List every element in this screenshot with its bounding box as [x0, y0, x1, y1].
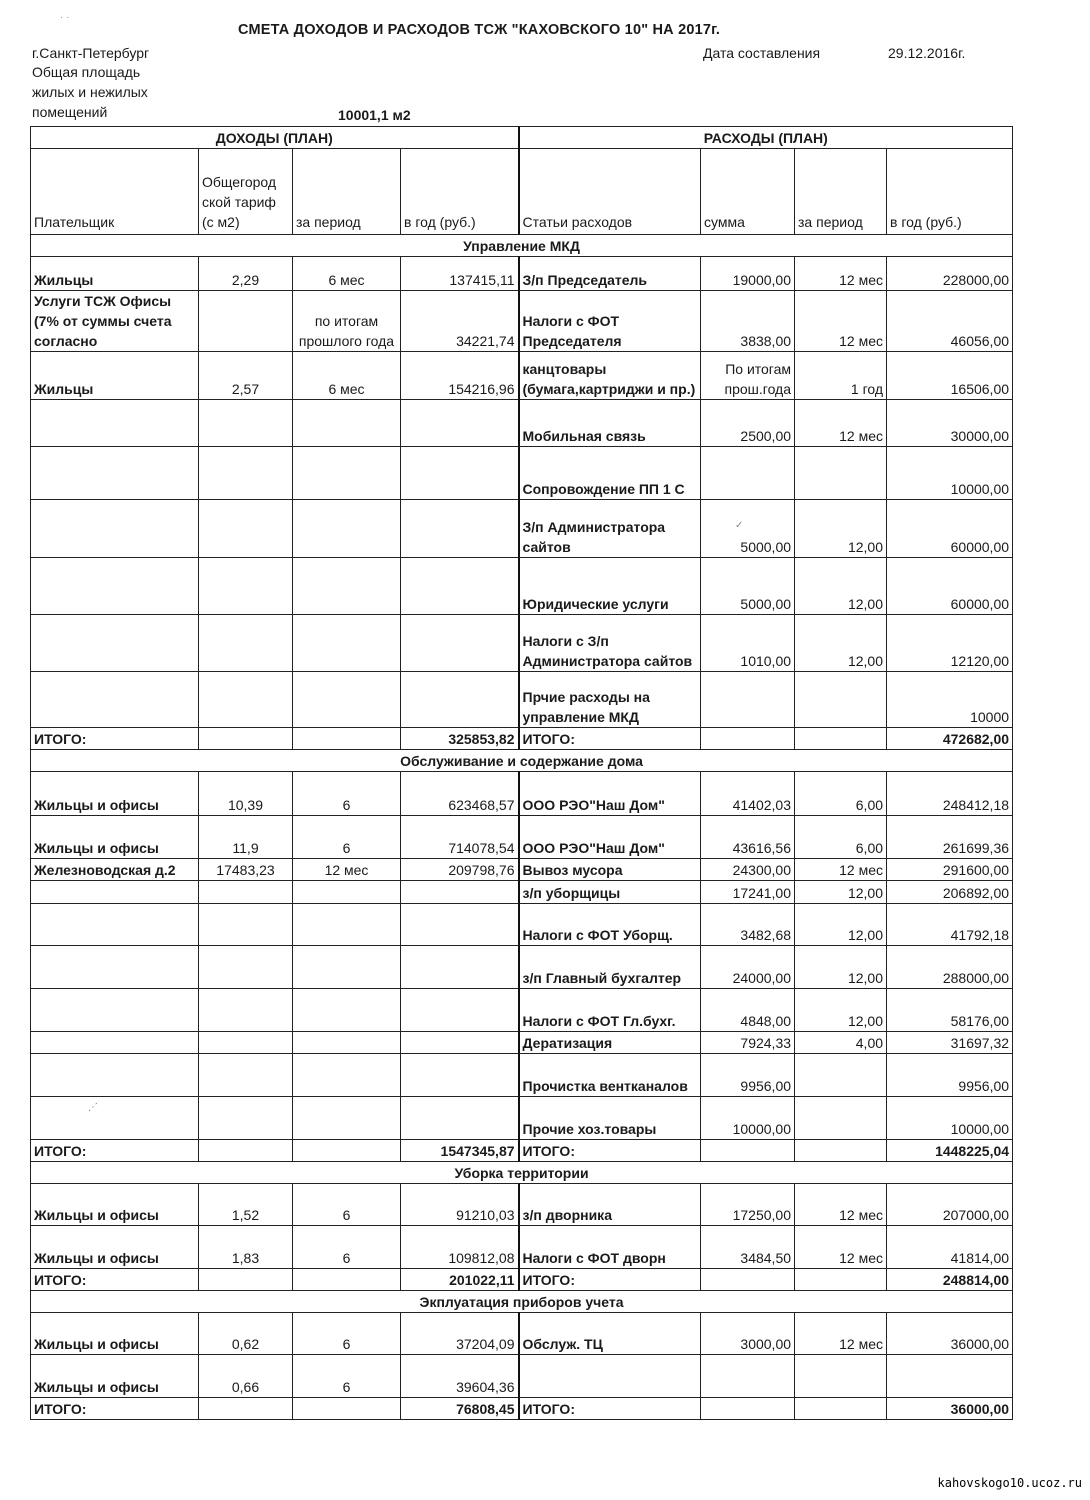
income-payer: Жильцы и офисы: [31, 1313, 199, 1355]
expense-period: 12,00: [795, 558, 887, 615]
income-tariff: 2,57: [199, 352, 293, 400]
income-payer: [31, 881, 199, 904]
table-row: [31, 881, 1013, 904]
income-payer: [31, 500, 199, 558]
col-exp-period: за период: [795, 149, 887, 235]
col-tariff: Общегород ской тариф (с м2): [199, 149, 293, 235]
expense-sum: 5000,00: [701, 500, 795, 558]
city: г.Санкт-Петербург: [32, 45, 150, 61]
total-row: [31, 1140, 1013, 1162]
expense-sum: 10000,00: [701, 1097, 795, 1140]
table-row: [31, 447, 1013, 500]
income-period: [293, 500, 401, 558]
income-period: [293, 447, 401, 500]
income-period: 6: [293, 1226, 401, 1269]
income-period: 6 мес: [293, 352, 401, 400]
section-title: Экплуатация приборов учета: [31, 1291, 1013, 1313]
expense-period: [795, 672, 887, 728]
table-row: [31, 989, 1013, 1032]
income-tariff: 10,39: [199, 772, 293, 816]
income-tariff: [199, 904, 293, 946]
income-payer: Жильцы и офисы: [31, 1355, 199, 1398]
expense-total-label: ИТОГО:: [519, 1269, 701, 1291]
col-exp-per-year: в год (руб.): [887, 149, 1013, 235]
expense-per-year: 31697,32: [887, 1032, 1013, 1054]
empty-cell: [701, 1398, 795, 1420]
income-tariff: [199, 291, 293, 352]
income-per-year: [401, 558, 519, 615]
income-period: [293, 881, 401, 904]
income-period: [293, 946, 401, 989]
expense-item: Вывоз мусора: [519, 859, 701, 881]
income-per-year: [401, 1097, 519, 1140]
income-tariff: [199, 1032, 293, 1054]
expense-per-year: 41814,00: [887, 1226, 1013, 1269]
expense-per-year: 46056,00: [887, 291, 1013, 352]
income-total: 1547345,87: [401, 1140, 519, 1162]
expense-item: Налоги с ФОТ Гл.бухг.: [519, 989, 701, 1032]
expense-sum: 24000,00: [701, 946, 795, 989]
income-per-year: [401, 672, 519, 728]
income-total-label: ИТОГО:: [31, 1398, 199, 1420]
income-payer: Услуги ТСЖ Офисы (7% от суммы счета согласно: [31, 291, 199, 352]
expense-sum: 9956,00: [701, 1054, 795, 1097]
expense-per-year: 41792,18: [887, 904, 1013, 946]
table-row: [31, 1054, 1013, 1097]
income-per-year: [401, 615, 519, 672]
expense-item: [519, 1355, 701, 1398]
section-header: [31, 235, 1013, 257]
income-tariff: 17483,23: [199, 859, 293, 881]
income-per-year: [401, 904, 519, 946]
expense-sum: [701, 672, 795, 728]
section-title: Уборка территории: [31, 1162, 1013, 1184]
income-tariff: [199, 989, 293, 1032]
income-per-year: [401, 881, 519, 904]
expense-period: 12,00: [795, 615, 887, 672]
empty-cell: [199, 1398, 293, 1420]
section-header: [31, 1162, 1013, 1184]
income-total-label: ИТОГО:: [31, 1269, 199, 1291]
expense-sum: 19000,00: [701, 257, 795, 291]
watermark: kahovskogo10.ucoz.ru: [937, 1476, 1082, 1490]
table-row: [31, 615, 1013, 672]
income-title: ДОХОДЫ (ПЛАН): [31, 127, 519, 149]
empty-cell: [293, 728, 401, 750]
income-per-year: 34221,74: [401, 291, 519, 352]
expense-per-year: 207000,00: [887, 1184, 1013, 1226]
income-period: [293, 615, 401, 672]
income-total-label: ИТОГО:: [31, 1140, 199, 1162]
expense-sum: 3482,68: [701, 904, 795, 946]
expense-per-year: 206892,00: [887, 881, 1013, 904]
col-expense-item: Статьи расходов: [519, 149, 701, 235]
expense-item: Прчие расходы на управление МКД: [519, 672, 701, 728]
expense-per-year: 60000,00: [887, 558, 1013, 615]
income-payer: [31, 904, 199, 946]
budget-table: [30, 126, 1013, 1420]
empty-cell: [293, 1140, 401, 1162]
table-row: [31, 558, 1013, 615]
empty-cell: [701, 728, 795, 750]
income-payer: [31, 447, 199, 500]
expense-sum: 3838,00: [701, 291, 795, 352]
expense-item: Дератизация: [519, 1032, 701, 1054]
income-per-year: [401, 946, 519, 989]
expense-per-year: 36000,00: [887, 1313, 1013, 1355]
empty-cell: [701, 1140, 795, 1162]
expense-total-label: ИТОГО:: [519, 1140, 701, 1162]
table-row: [31, 1226, 1013, 1269]
income-payer: [31, 400, 199, 447]
total-row: [31, 728, 1013, 750]
table-row: [31, 291, 1013, 352]
income-tariff: [199, 558, 293, 615]
income-payer: Жильцы и офисы: [31, 1184, 199, 1226]
expense-per-year: [887, 1355, 1013, 1398]
date-value: 29.12.2016г.: [888, 45, 966, 61]
expense-period: 12 мес: [795, 859, 887, 881]
expense-sum: 5000,00: [701, 558, 795, 615]
table-row: [31, 1032, 1013, 1054]
date-label: Дата составления: [703, 45, 821, 61]
income-period: 6: [293, 1184, 401, 1226]
expense-period: 12 мес: [795, 1313, 887, 1355]
table-row: [31, 672, 1013, 728]
expense-period: 12,00: [795, 881, 887, 904]
expense-per-year: 248412,18: [887, 772, 1013, 816]
section-title: Управление МКД: [31, 235, 1013, 257]
area-value: 10001,1 м2: [338, 107, 411, 123]
income-total: 76808,45: [401, 1398, 519, 1420]
empty-cell: [199, 1269, 293, 1291]
expense-total-label: ИТОГО:: [519, 1398, 701, 1420]
expense-sum: [701, 447, 795, 500]
expense-item: з/п уборщицы: [519, 881, 701, 904]
income-per-year: 137415,11: [401, 257, 519, 291]
expense-item: Мобильная связь: [519, 400, 701, 447]
empty-cell: [795, 1140, 887, 1162]
empty-cell: [199, 728, 293, 750]
expense-sum: 41402,03: [701, 772, 795, 816]
income-period: [293, 1054, 401, 1097]
table-row: [31, 1313, 1013, 1355]
income-period: [293, 558, 401, 615]
expense-period: 12 мес: [795, 1184, 887, 1226]
income-period: [293, 400, 401, 447]
income-per-year: [401, 1032, 519, 1054]
income-total: 325853,82: [401, 728, 519, 750]
table-row: [31, 904, 1013, 946]
table-row: [31, 859, 1013, 881]
expense-sum: По итогам прош.года: [701, 352, 795, 400]
income-per-year: [401, 447, 519, 500]
expense-sum: [701, 1355, 795, 1398]
expense-sum: 7924,33: [701, 1032, 795, 1054]
table-row: [31, 400, 1013, 447]
section-title: Обслуживание и содержание дома: [31, 750, 1013, 772]
expense-item: Обслуж. ТЦ: [519, 1313, 701, 1355]
expense-item: ООО РЭО"Наш Дом": [519, 772, 701, 816]
income-tariff: 1,52: [199, 1184, 293, 1226]
income-payer: [31, 1097, 199, 1140]
income-payer: [31, 615, 199, 672]
expense-item: Налоги с З/п Администратора сайтов: [519, 615, 701, 672]
expense-per-year: 288000,00: [887, 946, 1013, 989]
table-row: [31, 946, 1013, 989]
section-header: [31, 750, 1013, 772]
expense-sum: 2500,00: [701, 400, 795, 447]
area-label-1: Общая площадь: [32, 64, 141, 80]
expense-period: [795, 1054, 887, 1097]
table-row: [31, 257, 1013, 291]
expense-per-year: 9956,00: [887, 1054, 1013, 1097]
expense-sum: 17241,00: [701, 881, 795, 904]
expense-period: 12 мес: [795, 257, 887, 291]
table-row: [31, 816, 1013, 859]
income-tariff: [199, 400, 293, 447]
income-payer: [31, 946, 199, 989]
income-tariff: 0,66: [199, 1355, 293, 1398]
income-payer: Жильцы: [31, 352, 199, 400]
expense-per-year: 16506,00: [887, 352, 1013, 400]
income-payer: Жильцы и офисы: [31, 1226, 199, 1269]
expense-period: 12 мес: [795, 1226, 887, 1269]
expense-per-year: 228000,00: [887, 257, 1013, 291]
expense-period: 6,00: [795, 772, 887, 816]
expense-period: [795, 447, 887, 500]
table-row: [31, 1184, 1013, 1226]
table-row: [31, 352, 1013, 400]
income-payer: [31, 989, 199, 1032]
col-sum: сумма: [701, 149, 795, 235]
income-period: [293, 1097, 401, 1140]
expense-period: 12 мес: [795, 291, 887, 352]
empty-cell: [293, 1398, 401, 1420]
table-top-header: [31, 127, 1013, 149]
income-per-year: [401, 1054, 519, 1097]
expense-item: канцтовары (бумага,картриджи и пр.): [519, 352, 701, 400]
expense-item: з/п дворника: [519, 1184, 701, 1226]
expense-sum: 4848,00: [701, 989, 795, 1032]
income-per-year: 209798,76: [401, 859, 519, 881]
income-payer: [31, 558, 199, 615]
income-tariff: [199, 946, 293, 989]
income-total: 201022,11: [401, 1269, 519, 1291]
income-period: [293, 1032, 401, 1054]
col-per-year: в год (руб.): [401, 149, 519, 235]
income-per-year: [401, 400, 519, 447]
expense-item: Сопровождение ПП 1 С: [519, 447, 701, 500]
col-period: за период: [293, 149, 401, 235]
expense-total: 1448225,04: [887, 1140, 1013, 1162]
expense-sum: 1010,00: [701, 615, 795, 672]
expense-per-year: 30000,00: [887, 400, 1013, 447]
expense-total: 36000,00: [887, 1398, 1013, 1420]
expense-period: 12,00: [795, 946, 887, 989]
income-per-year: 39604,36: [401, 1355, 519, 1398]
column-headers: [31, 149, 1013, 235]
expense-period: 1 год: [795, 352, 887, 400]
income-tariff: [199, 881, 293, 904]
income-payer: [31, 672, 199, 728]
total-row: [31, 1269, 1013, 1291]
document-title: СМЕТА ДОХОДОВ И РАСХОДОВ ТСЖ "КАХОВСКОГО 10" НА 2017г.: [238, 22, 721, 38]
income-payer: [31, 1054, 199, 1097]
total-row: [31, 1398, 1013, 1420]
income-tariff: [199, 1054, 293, 1097]
expense-item: Прочие хоз.товары: [519, 1097, 701, 1140]
expense-item: Прочистка вентканалов: [519, 1054, 701, 1097]
income-per-year: 109812,08: [401, 1226, 519, 1269]
table-row: [31, 772, 1013, 816]
empty-cell: [701, 1269, 795, 1291]
expense-period: 12,00: [795, 500, 887, 558]
income-period: 6 мес: [293, 257, 401, 291]
expense-per-year: 261699,36: [887, 816, 1013, 859]
income-tariff: [199, 1097, 293, 1140]
income-per-year: 623468,57: [401, 772, 519, 816]
income-per-year: 714078,54: [401, 816, 519, 859]
income-tariff: 0,62: [199, 1313, 293, 1355]
income-period: 6: [293, 816, 401, 859]
income-total-label: ИТОГО:: [31, 728, 199, 750]
expense-period: 12 мес: [795, 400, 887, 447]
expense-item: Налоги с ФОТ Уборщ.: [519, 904, 701, 946]
income-period: [293, 672, 401, 728]
area-label-2: жилых и нежилых: [32, 84, 148, 100]
expense-sum: 24300,00: [701, 859, 795, 881]
expense-period: 12,00: [795, 989, 887, 1032]
income-period: 6: [293, 772, 401, 816]
expense-period: [795, 1097, 887, 1140]
income-per-year: 91210,03: [401, 1184, 519, 1226]
income-period: [293, 904, 401, 946]
expense-per-year: 10000,00: [887, 447, 1013, 500]
expense-sum: 17250,00: [701, 1184, 795, 1226]
income-tariff: [199, 672, 293, 728]
expense-per-year: 12120,00: [887, 615, 1013, 672]
income-period: 6: [293, 1313, 401, 1355]
expense-per-year: 10000: [887, 672, 1013, 728]
income-period: по итогам прошлого года: [293, 291, 401, 352]
col-payer: Плательщик: [31, 149, 199, 235]
expense-item: Налоги с ФОТ дворн: [519, 1226, 701, 1269]
expense-item: Юридические услуги: [519, 558, 701, 615]
expense-sum: 3000,00: [701, 1313, 795, 1355]
empty-cell: [795, 728, 887, 750]
expense-per-year: 10000,00: [887, 1097, 1013, 1140]
income-tariff: 2,29: [199, 257, 293, 291]
income-payer: Железноводская д.2: [31, 859, 199, 881]
expense-total: 472682,00: [887, 728, 1013, 750]
section-header: [31, 1291, 1013, 1313]
income-period: 6: [293, 1355, 401, 1398]
expense-period: 12,00: [795, 904, 887, 946]
expense-item: З/п Председатель: [519, 257, 701, 291]
income-per-year: [401, 989, 519, 1032]
income-payer: Жильцы и офисы: [31, 816, 199, 859]
expense-per-year: 60000,00: [887, 500, 1013, 558]
expense-item: ООО РЭО"Наш Дом": [519, 816, 701, 859]
area-label-3: помещений: [32, 104, 108, 120]
expense-per-year: 291600,00: [887, 859, 1013, 881]
income-tariff: 1,83: [199, 1226, 293, 1269]
income-period: [293, 989, 401, 1032]
expense-title: РАСХОДЫ (ПЛАН): [519, 127, 1013, 149]
expense-sum: 43616,56: [701, 816, 795, 859]
expense-item: З/п Администратора сайтов: [519, 500, 701, 558]
empty-cell: [199, 1140, 293, 1162]
income-payer: Жильцы и офисы: [31, 772, 199, 816]
table-row: [31, 500, 1013, 558]
income-per-year: 154216,96: [401, 352, 519, 400]
table-row: [31, 1097, 1013, 1140]
empty-cell: [795, 1398, 887, 1420]
expense-total: 248814,00: [887, 1269, 1013, 1291]
income-payer: Жильцы: [31, 257, 199, 291]
table-row: [31, 1355, 1013, 1398]
expense-total-label: ИТОГО:: [519, 728, 701, 750]
income-per-year: [401, 500, 519, 558]
income-tariff: 11,9: [199, 816, 293, 859]
expense-period: [795, 1355, 887, 1398]
income-payer: [31, 1032, 199, 1054]
expense-item: Налоги с ФОТ Председателя: [519, 291, 701, 352]
income-tariff: [199, 447, 293, 500]
empty-cell: [795, 1269, 887, 1291]
income-tariff: [199, 615, 293, 672]
expense-period: 6,00: [795, 816, 887, 859]
income-period: 12 мес: [293, 859, 401, 881]
income-tariff: [199, 500, 293, 558]
expense-sum: 3484,50: [701, 1226, 795, 1269]
expense-per-year: 58176,00: [887, 989, 1013, 1032]
empty-cell: [293, 1269, 401, 1291]
expense-item: з/п Главный бухгалтер: [519, 946, 701, 989]
expense-period: 4,00: [795, 1032, 887, 1054]
income-per-year: 37204,09: [401, 1313, 519, 1355]
